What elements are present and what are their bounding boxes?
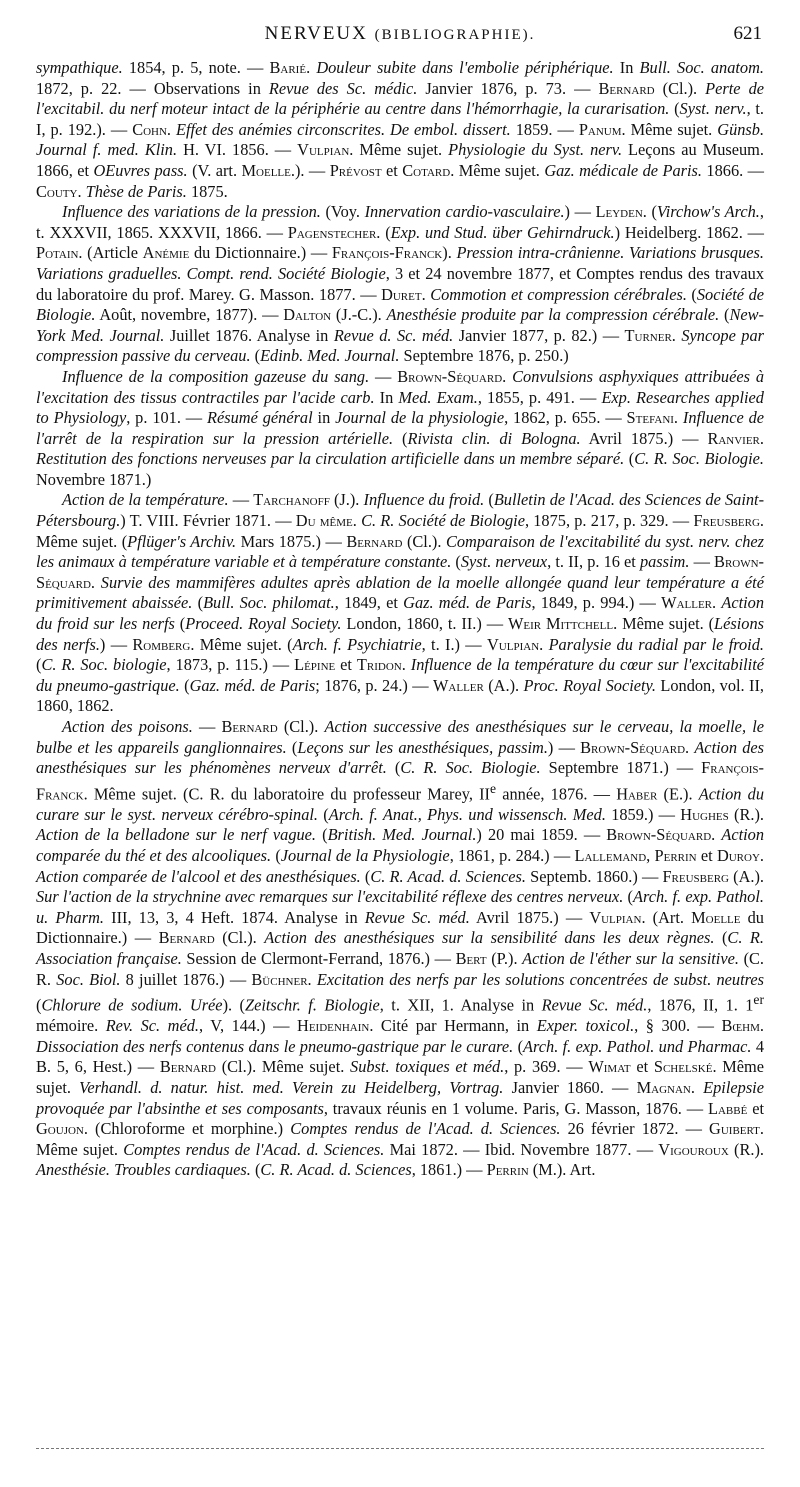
running-title bbox=[265, 24, 536, 46]
paragraph-temperature: Action de la température. — Tarchanoff (J.). Influence du froid. (Bulletin de l'Acad. des Sciences de Saint-Pétersbourg.) T. VIII. Février 1871. — Du même. C. R. Société de Biologie, 1875, p. 217, p. 329. — Freusberg. Même sujet. (Pflüger's Archiv. Mars 1875.) — Bernard (Cl.). Comparaison de l'excitabilité du syst. nerv. chez les animaux à température variable et à température constante. (Syst. nerveux, t. II, p. 16 et passim. — Brown-Séquard. Survie des mammifères adultes après ablation de la moelle allongée quand leur température a été primitivement abaissée. (Bull. Soc. philomat., 1849, et Gaz. méd. de Paris, 1849, p. 994.) — Waller. Action du froid sur les nerfs (Proceed. Royal Society. London, 1860, t. II.) — Weir Mittchell. Même sujet. (Lésions des nerfs.) — Romberg. Même sujet. (Arch. f. Psychiatrie, t. I.) — Vulpian. Paralysie du radial par le froid. (C. R. Soc. biologie, 1873, p. 115.) — Lépine et Tridon. Influence de la température du cœur sur l'excitabilité du pneumo-gastrique. (Gaz. méd. de Paris; 1876, p. 24.) — Waller (A.). Proc. Royal Society. London, vol. II, 1860, 1862. bbox=[36, 490, 765, 716]
paragraph-poisons: Action des poisons. — Bernard (Cl.). Action successive des anesthésiques sur le cerveau, la moelle, le bulbe et les appareils ganglionnaires. (Leçons sur les anesthésiques, passim.) — Brown-Séquard. Action des anesthésiques sur les phénomènes nerveux d'arrêt. (C. R. Soc. Biologie. Septembre 1871.) — François-Franck. Même sujet. (C. R. du laboratoire du professeur Marey, IIe année, 1876. — Haber (E.). Action du curare sur le syst. nerveux cérébro-spinal. (Arch. f. Anat., Phys. und wissensch. Med. 1859.) — Hughes (R.). Action de la belladone sur le nerf vague. (British. Med. Journal.) 20 mai 1859. — Brown-Séquard. Action comparée du thé et des alcooliques. (Journal de la Physiologie, 1861, p. 284.) — Lallemand, Perrin et Duroy. Action comparée de l'alcool et des anesthésiques. (C. R. Acad. d. Sciences. Septemb. 1860.) — Freusberg (A.). Sur l'action de la strychnine avec remarques sur l'excitabilité réflexe des centres nerveux. (Arch. f. exp. Pathol. u. Pharm. III, 13, 3, 4 Heft. 1874. Analyse in Revue Sc. méd. Avril 1875.) — Vulpian. (Art. Moelle du Dictionnaire.) — Bernard (Cl.). Action des anesthésiques sur la sensibilité dans les deux règnes. (C. R. Association française. Session de Clermont-Ferrand, 1876.) — Bert (P.). Action de l'éther sur la sensitive. (C. R. Soc. Biol. 8 juillet 1876.) — Büchner. Excitation des nerfs par les solutions concentrées de subst. neutres (Chlorure de sodium. Urée). (Zeitschr. f. Biologie, t. XII, 1. Analyse in Revue Sc. méd., 1876, II, 1. 1er mémoire. Rev. Sc. méd., V, 144.) — Heidenhain. Cité par Hermann, in Exper. toxicol., § 300. — Bœhm. Dissociation des nerfs contenus dans le pneumo-gastrique par le curare. (Arch. f. exp. Pathol. und Pharmac. 4 B. 5, 6, Hest.) — Bernard (Cl.). Même sujet. Subst. toxiques et méd., p. 369. — Wimat et Schelské. Même sujet. Verhandl. d. natur. hist. med. Verein zu Heidelberg, Vortrag. Janvier 1860. — Magnan. Epilepsie provoquée par l'absinthe et ses composants, travaux réunis en 1 volume. Paris, G. Masson, 1876. — Labbé et Goujon. (Chloroforme et morphine.) Comptes rendus de l'Acad. d. Sciences. 26 février 1872. — Guibert. Même sujet. Comptes rendus de l'Acad. d. Sciences. Mai 1872. — Ibid. Novembre 1877. — Vigouroux (R.). Anesthésie. Troubles cardiaques. (C. R. Acad. d. Sciences, 1861.) — Perrin (M.). Art. bbox=[36, 717, 765, 1180]
page-number: 621 bbox=[733, 23, 762, 44]
header-title: NERVEUX bbox=[264, 23, 368, 44]
header-subtitle: (BIBLIOGRAPHIE). bbox=[374, 27, 536, 43]
paragraph-sympathique: sympathique. 1854, p. 5, note. — Barié. Douleur subite dans l'embolie périphérique. In Bull. Soc. anatom. 1872, p. 22. — Observations in Revue des Sc. médic. Janvier 1876, p. 73. — Bernard (Cl.). Perte de l'excitabil. du nerf moteur intact de la périphérie au centre dans l'hémorrhagie, la curarisation. (Syst. nerv., t. I, p. 192.). — Cohn. Effet des anémies circonscrites. De embol. dissert. 1859. — Panum. Même sujet. Günsb. Journal f. med. Klin. H. VI. 1856. — Vulpian. Même sujet. Physiologie du Syst. nerv. Leçons au Museum. 1866, et OEuvres pass. (V. art. Moelle.). — Prévost et Cotard. Même sujet. Gaz. médicale de Paris. 1866. — Couty. Thèse de Paris. 1875. bbox=[36, 58, 765, 201]
page bbox=[36, 24, 764, 1181]
paragraph-gazeuse: Influence de la composition gazeuse du sang. — Brown-Séquard. Convulsions asphyxiques attribuées à l'excitation des tissus contractiles par l'acide carb. In Med. Exam., 1855, p. 491. — Exp. Researches applied to Physiology, p. 101. — Résumé général in Journal de la physiologie, 1862, p. 655. — Stefani. Influence de l'arrêt de la respiration sur la pression artérielle. (Rivista clin. di Bologna. Avril 1875.) — Ranvier. Restitution des fonctions nerveuses par la circulation artificielle dans un membre séparé. (C. R. Soc. Biologie. Novembre 1871.) bbox=[36, 366, 765, 489]
running-header bbox=[36, 24, 764, 58]
paragraph-pression: Influence des variations de la pression. (Voy. Innervation cardio-vasculaire.) — Leyden. (Virchow's Arch., t. XXXVII, 1865. XXXVII, 1866. — Pagenstecher. (Exp. und Stud. über Gehirndruck.) Heidelberg. 1862. — Potain. (Article Anémie du Dictionnaire.) — François-Franck). Pression intra-crânienne. Variations brusques. Variations graduelles. Compt. rend. Société Biologie, 3 et 24 novembre 1877, et Comptes rendus des travaux du laboratoire du prof. Marey. G. Masson. 1877. — Duret. Commotion et compression cérébrales. (Société de Biologie. Août, novembre, 1877). — Dalton (J.-C.). Anesthésie produite par la compression cérébrale. (New-York Med. Journal. Juillet 1876. Analyse in Revue d. Sc. méd. Janvier 1877, p. 82.) — Turner. Syncope par compression passive du cerveau. (Edinb. Med. Journal. Septembre 1876, p. 250.) bbox=[36, 202, 765, 366]
footer-rule bbox=[36, 1448, 764, 1449]
